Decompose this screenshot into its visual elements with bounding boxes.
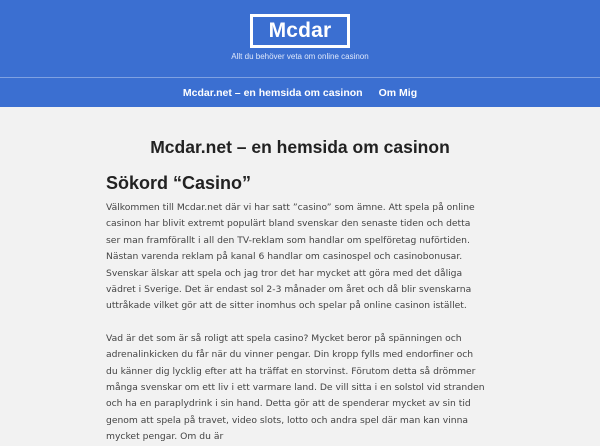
paragraph-intro: Välkommen till Mcdar.net där vi har satt ”casino” som ämne. Att spela på online casinon har blivit extremt populärt bland svenskar den senaste tiden och detta ser man framförallt i all den TV-reklam som handlar om spelföretag nuförtiden. Nästan varenda reklam på kanal 6 handlar om casinospel och casinobonusar. Svenskar älskar att spela och jag tror det har mycket att göra med det dåliga vädret i Sverige. Det är endast sol 2-3 månader om året och då blir svenskarna uttråkade vilket gör att de sitter inomhus och spelar på online casinon istället. <box>106 202 475 312</box>
section-heading: Sökord “Casino” <box>106 173 252 193</box>
nav-item-home[interactable]: Mcdar.net – en hemsida om casinon <box>182 86 363 99</box>
site-tagline: Allt du behöver veta om online casinon <box>231 52 369 61</box>
site-logo-text[interactable]: Mcdar <box>268 19 332 42</box>
paragraph-second: Vad är det som är så roligt att spela casino? Mycket beror på spänningen och adrenalinkicken du får när du vinner pengar. Din kropp fylls med endorfiner och du känner dig lycklig efter att ha träffat en storvinst. Förutom detta så drömmer många svenskar om ett liv i ett varmare land. De vill sitta i en solstol vid stranden och ha en paraplydrink i sin hand. Detta gör att de spenderar mycket av sin tid genom att spela på travet, video slots, lotto och andra spel där man kan vinna mycket pengar. Om du är <box>106 332 485 443</box>
nav-item-about[interactable]: Om Mig <box>378 86 418 99</box>
site-logo[interactable] <box>250 14 350 48</box>
main-nav <box>0 78 600 107</box>
site-header <box>0 0 600 107</box>
page-title: Mcdar.net – en hemsida om casinon <box>150 137 450 157</box>
main-content <box>0 107 600 446</box>
